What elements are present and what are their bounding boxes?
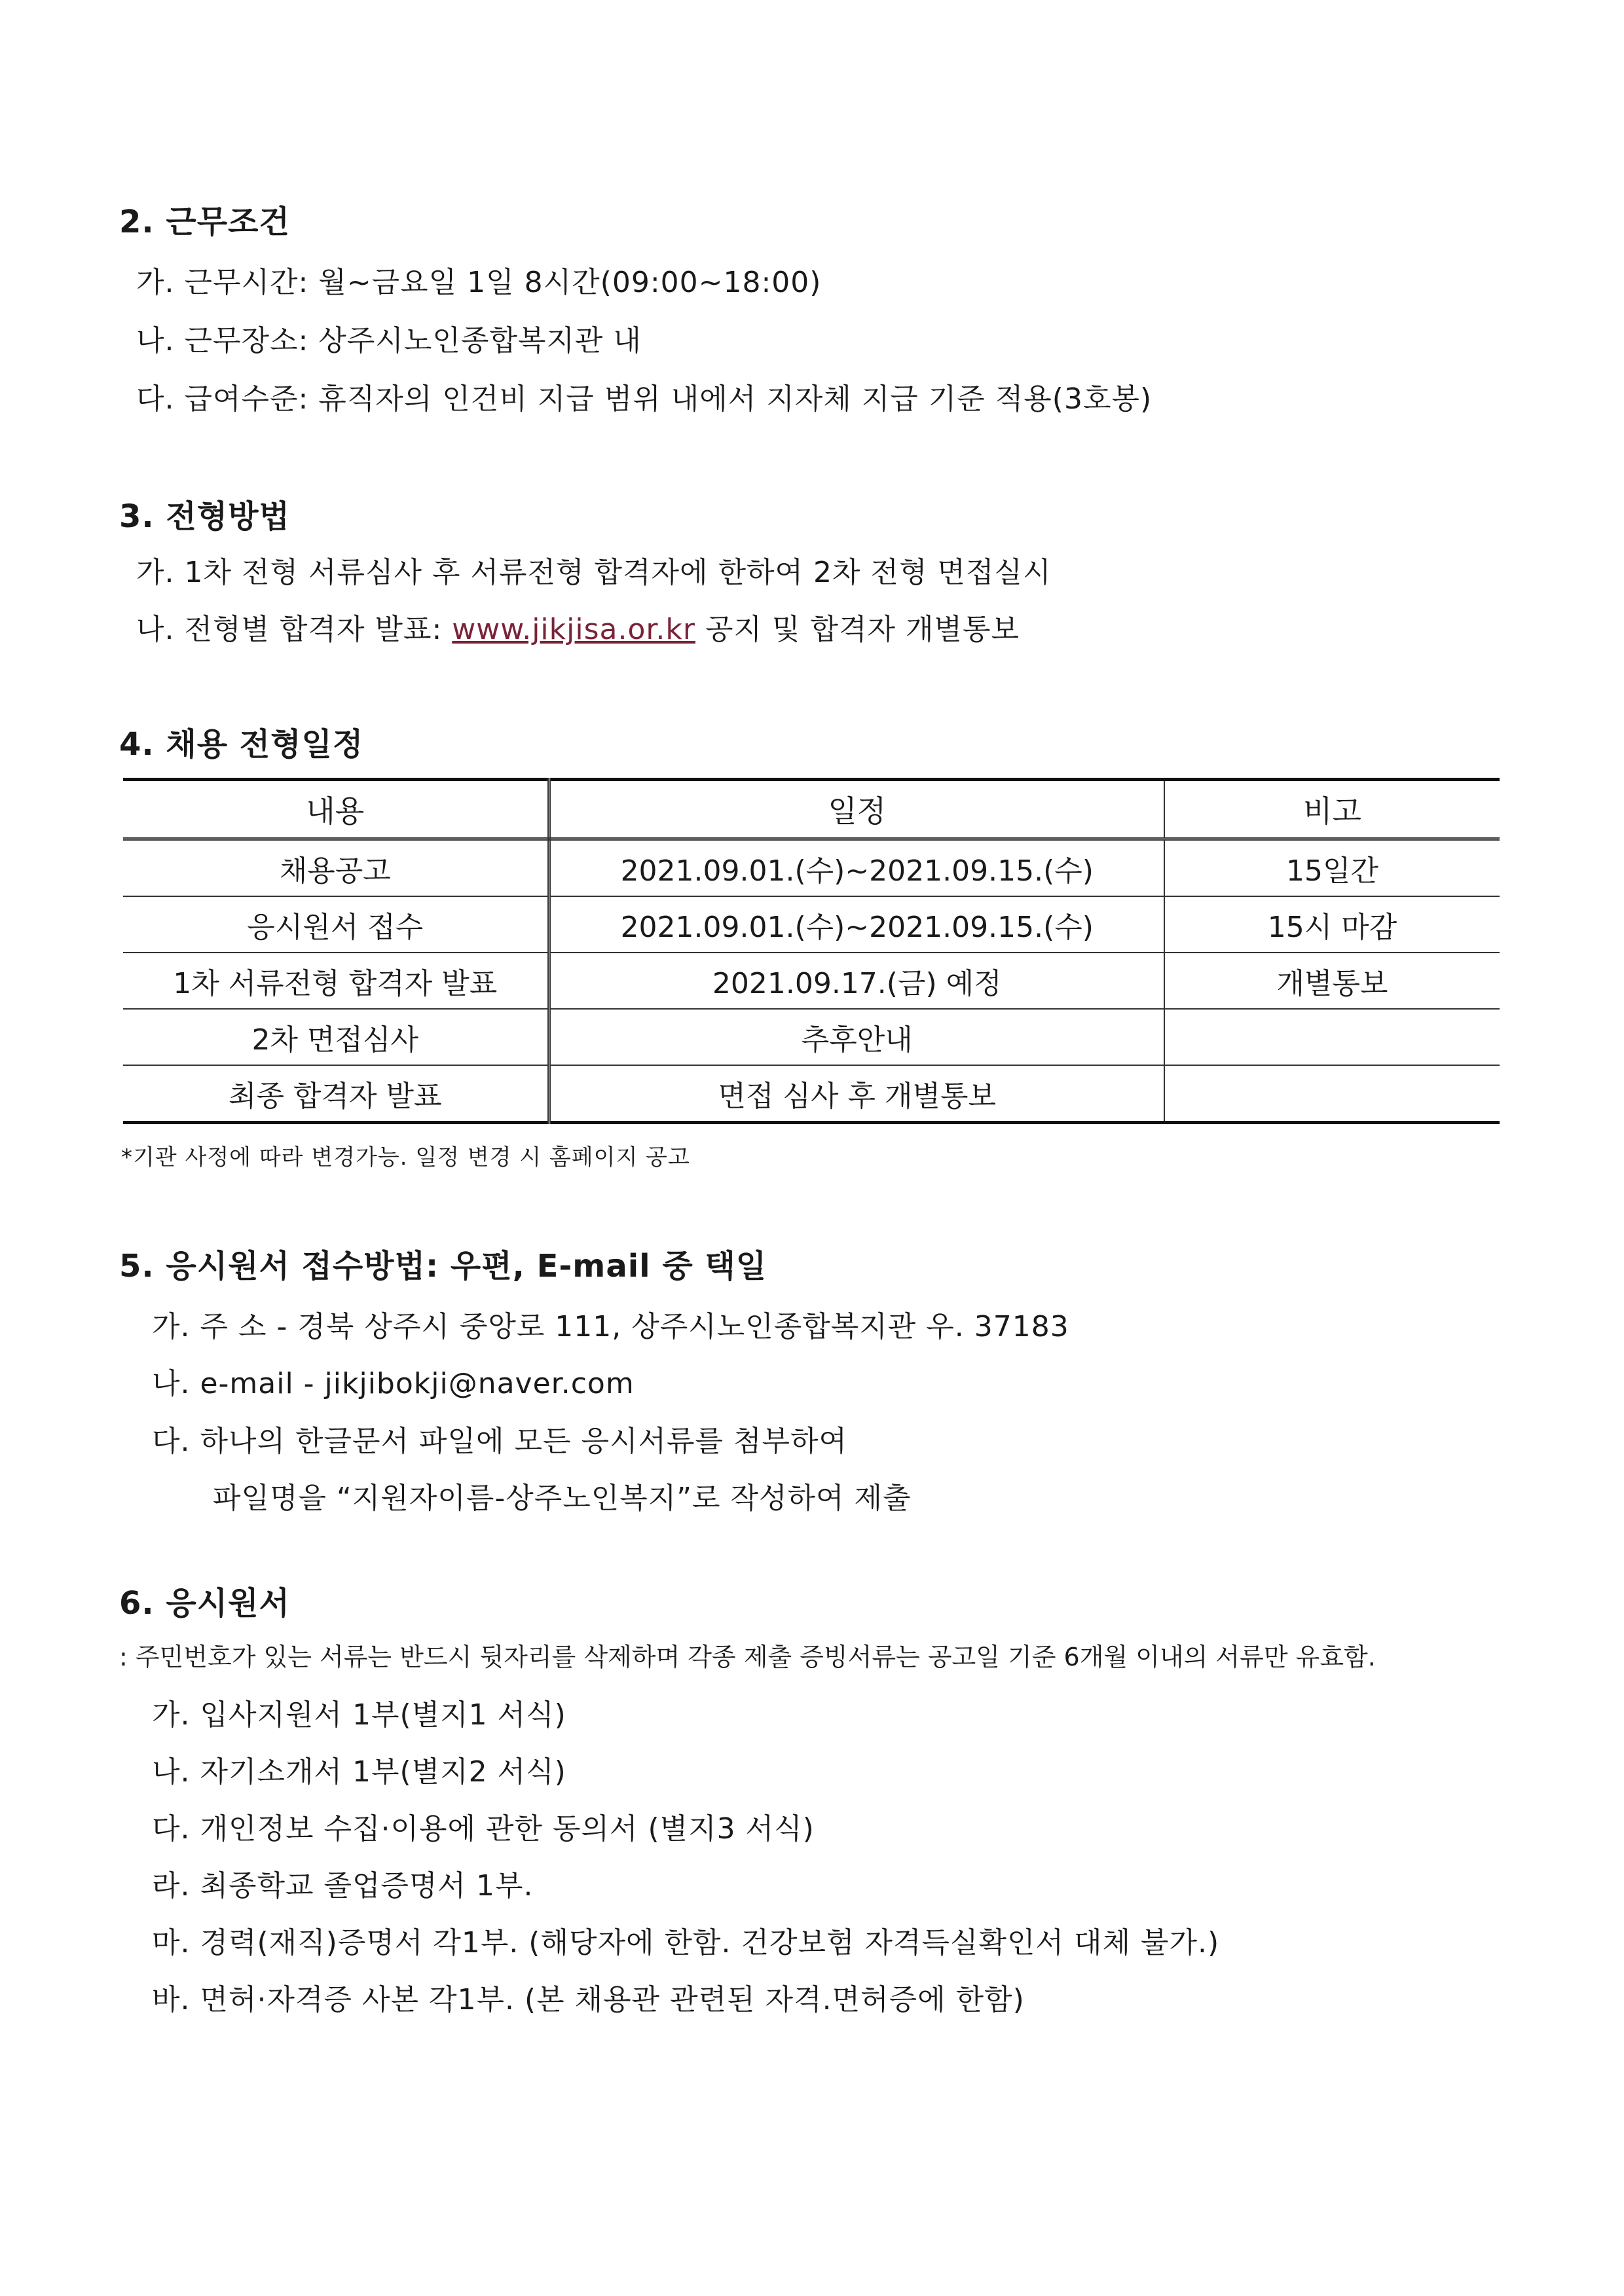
row-schedule: 면접 심사 후 개별통보 bbox=[549, 1065, 1164, 1123]
results-announcement bbox=[136, 606, 1020, 647]
row-remarks: 15시 마감 bbox=[1164, 896, 1500, 953]
schedule-note: *기관 사정에 따라 변경가능. 일정 변경 시 홈페이지 공고 bbox=[121, 1144, 690, 1171]
document-item: 가. 입사지원서 1부(별지1 서식) bbox=[152, 1698, 566, 1732]
jikjisa-link[interactable]: www.jikjisa.or.kr bbox=[452, 613, 695, 646]
table-row bbox=[123, 896, 1500, 953]
table-row bbox=[123, 1065, 1500, 1123]
row-content: 2차 면접심사 bbox=[123, 1009, 549, 1065]
row-content: 1차 서류전형 합격자 발표 bbox=[123, 953, 549, 1009]
row-schedule: 2021.09.01.(수)~2021.09.15.(수) bbox=[549, 896, 1164, 953]
salary-level: 다. 급여수준: 휴직자의 인건비 지급 범위 내에서 지자체 지급 기준 적용(3호봉) bbox=[136, 382, 1153, 416]
filename-instruction: 파일명을 “지원자이름-상주노인복지”로 작성하여 제출 bbox=[213, 1482, 912, 1515]
section-2-heading: 2. 근무조건 bbox=[119, 204, 290, 240]
row-schedule: 추후안내 bbox=[549, 1009, 1164, 1065]
document-item: 다. 개인정보 수집·이용에 관한 동의서 (별지3 서식) bbox=[152, 1812, 815, 1846]
header-remarks: 비고 bbox=[1164, 780, 1500, 839]
email-address: 나. e-mail - jikjibokji@naver.com bbox=[152, 1367, 635, 1400]
row-schedule: 2021.09.01.(수)~2021.09.15.(수) bbox=[549, 839, 1164, 897]
section-5-heading: 5. 응시원서 접수방법: 우편, E-mail 중 택일 bbox=[119, 1248, 767, 1285]
table-row bbox=[123, 953, 1500, 1009]
row-remarks bbox=[1164, 1065, 1500, 1123]
row-schedule: 2021.09.17.(금) 예정 bbox=[549, 953, 1164, 1009]
results-prefix: 나. 전형별 합격자 발표: bbox=[136, 613, 452, 646]
document-item: 마. 경력(재직)증명서 각1부. (해당자에 한함. 건강보험 자격득실확인서 대체 불가.) bbox=[152, 1926, 1220, 1959]
work-location: 나. 근무장소: 상주시노인종합복지관 내 bbox=[136, 324, 642, 357]
document-item: 라. 최종학교 졸업증명서 1부. bbox=[152, 1869, 534, 1903]
section-3-heading: 3. 전형방법 bbox=[119, 498, 290, 535]
row-content: 최종 합격자 발표 bbox=[123, 1065, 549, 1123]
table-header-row bbox=[123, 780, 1500, 839]
mail-address: 가. 주 소 - 경북 상주시 중앙로 111, 상주시노인종합복지관 우. 37183 bbox=[152, 1310, 1069, 1343]
row-content: 응시원서 접수 bbox=[123, 896, 549, 953]
schedule-table bbox=[123, 778, 1500, 1124]
row-remarks bbox=[1164, 1009, 1500, 1065]
row-remarks: 15일간 bbox=[1164, 839, 1500, 897]
row-content: 채용공고 bbox=[123, 839, 549, 897]
header-content: 내용 bbox=[123, 780, 549, 839]
document-item: 바. 면허·자격증 사본 각1부. (본 채용관 관련된 자격.면허증에 한함) bbox=[152, 1983, 1025, 2016]
row-remarks: 개별통보 bbox=[1164, 953, 1500, 1009]
work-hours: 가. 근무시간: 월~금요일 1일 8시간(09:00~18:00) bbox=[136, 266, 822, 299]
selection-process: 가. 1차 전형 서류심사 후 서류전형 합격자에 한하여 2차 전형 면접실시 bbox=[136, 556, 1052, 589]
header-schedule: 일정 bbox=[549, 780, 1164, 839]
document-item: 나. 자기소개서 1부(별지2 서식) bbox=[152, 1755, 566, 1789]
documents-intro: : 주민번호가 있는 서류는 반드시 뒷자리를 삭제하며 각종 제출 증빙서류는 공고일 기준 6개월 이내의 서류만 유효함. bbox=[119, 1643, 1376, 1671]
file-instruction: 다. 하나의 한글문서 파일에 모든 응시서류를 첨부하여 bbox=[152, 1425, 847, 1458]
section-4-heading: 4. 채용 전형일정 bbox=[119, 726, 364, 763]
table-row bbox=[123, 1009, 1500, 1065]
table-row bbox=[123, 839, 1500, 897]
results-suffix: 공지 및 합격자 개별통보 bbox=[695, 613, 1020, 646]
section-6-heading: 6. 응시원서 bbox=[119, 1585, 290, 1622]
